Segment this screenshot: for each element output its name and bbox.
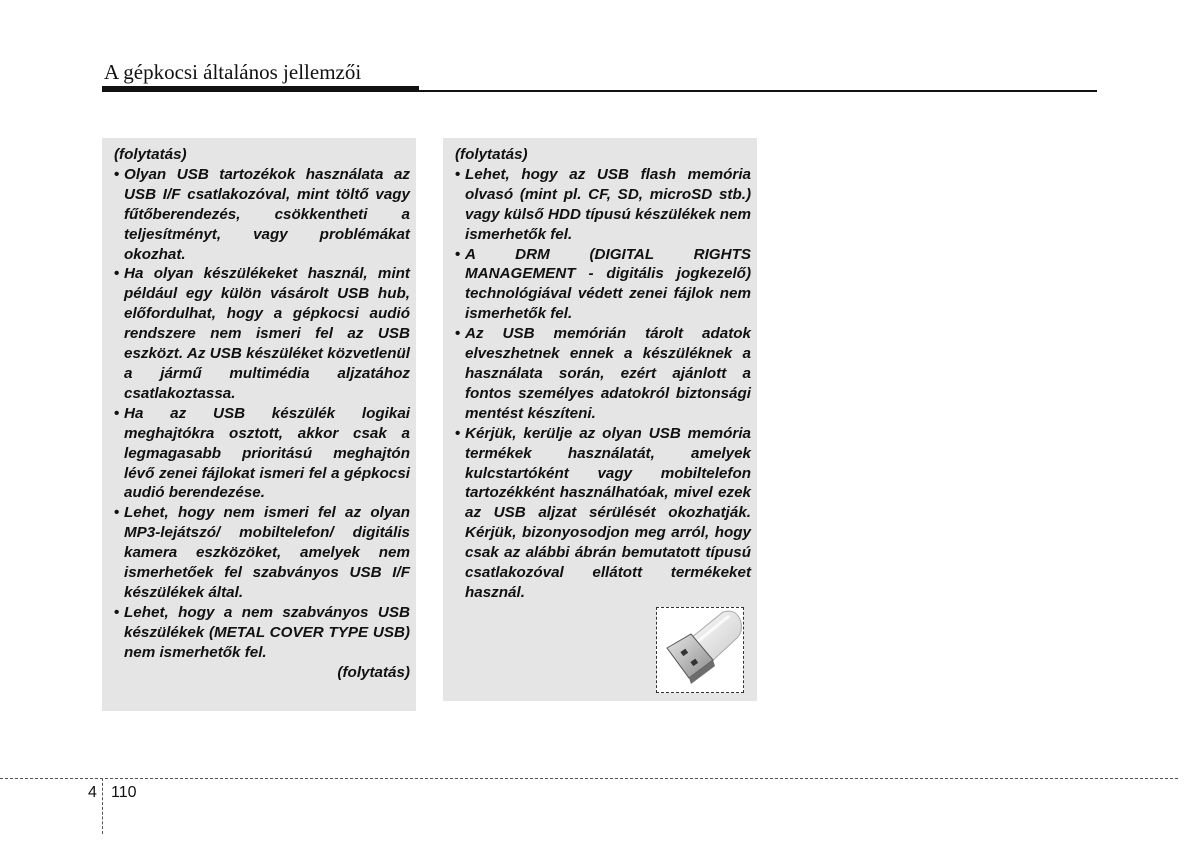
right-bullet-list (455, 165, 751, 603)
header-rule-thick (102, 86, 419, 92)
usb-connector-icon (656, 607, 744, 693)
footer-dashed-rule (0, 778, 1178, 779)
left-bullet-list (114, 165, 410, 663)
continued-heading: (folytatás) (114, 146, 187, 163)
list-item: • Olyan USB tartozékok használata az USB I/F csatlakozóval, mint töltő vagy fűtőberendezés, csökkentheti a teljesítményt, vagy problémákat okozhat. (114, 165, 410, 265)
list-item: • A DRM (DIGITAL RIGHTS MANAGEMENT - digitális jogkezelő) technológiával védett zenei fájlok nem ismerhetők fel. (455, 245, 751, 325)
list-item: • Lehet, hogy nem ismeri fel az olyan MP3-lejátszó/ mobiltelefon/ digitális kamera eszközöket, amelyek nem ismerhetőek fel szabványos USB I/F készülékek által. (114, 503, 410, 603)
page-header-title: A gépkocsi általános jellemzői (104, 60, 362, 84)
list-item: • Lehet, hogy a nem szabványos USB készülékek (METAL COVER TYPE USB) nem ismerhetők fel. (114, 603, 410, 663)
footer-dashed-divider (102, 778, 103, 834)
list-item: • Kérjük, kerülje az olyan USB memória termékek használatát, amelyek kulcstartóként vagy mobiltelefon tartozékként használhatóak, mivel ezek az USB aljzat sérülését okozhatják. Kérjük, bizonyosodjon meg arról, hogy csak az alábbi ábrán bemutatott típusú csatlakozóval ellátott termékeket használ. (455, 424, 751, 603)
list-item: • Lehet, hogy az USB flash memória olvasó (mint pl. CF, SD, microSD stb.) vagy külső HDD típusú készülékek nem ismerhetők fel. (455, 165, 751, 245)
header-rule-thin (419, 90, 1097, 92)
list-item: • Az USB memórián tárolt adatok elveszhetnek ennek a készüléknek a használata során, ezért ajánlott a fontos személyes adatokról biztonsági mentést készíteni. (455, 324, 751, 424)
left-info-box (102, 138, 416, 711)
list-item: • Ha az USB készülék logikai meghajtókra osztott, akkor csak a legmagasabb prioritású meghajtón lévő zenei fájlokat ismeri fel a gépkocsi audió berendezése. (114, 404, 410, 504)
right-info-box (443, 138, 757, 701)
page-number: 110 (111, 784, 137, 801)
chapter-number: 4 (88, 784, 97, 801)
continued-heading: (folytatás) (455, 146, 528, 163)
continued-footer: (folytatás) (337, 663, 410, 681)
list-item: • Ha olyan készülékeket használ, mint például egy külön vásárolt USB hub, előfordulhat, hogy a gépkocsi audió rendszere nem ismeri fel az USB eszközt. Az USB készüléket közvetlenül a jármű multimédia aljzatához csatlakoztassa. (114, 264, 410, 403)
